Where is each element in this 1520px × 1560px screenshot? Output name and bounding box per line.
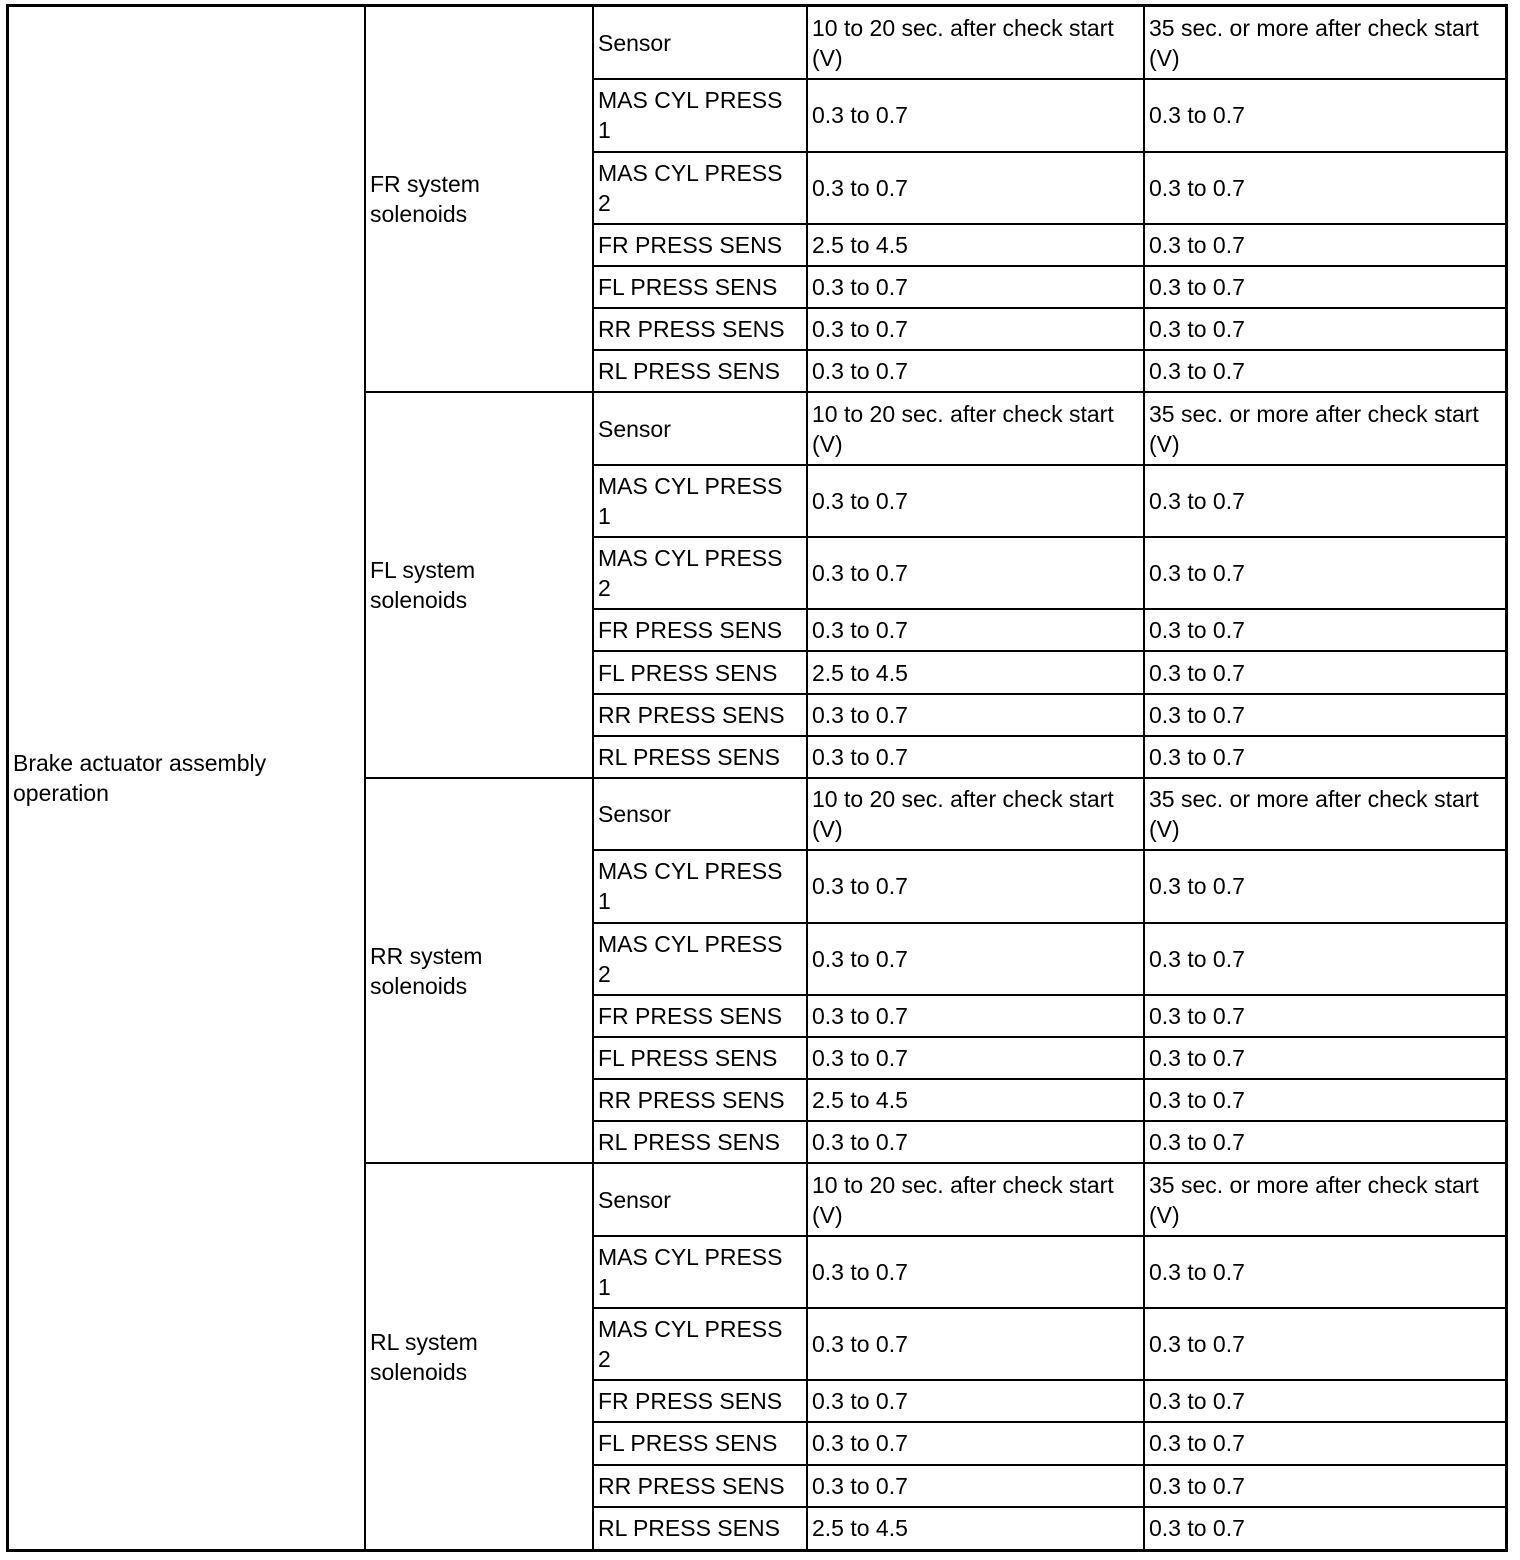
sensor-name-cell: RL PRESS SENS [593,350,807,392]
sensor-name-cell: MAS CYL PRESS 2 [593,923,807,995]
value-10-20-sec-cell: 0.3 to 0.7 [807,1380,1144,1422]
value-10-20-sec-cell: 2.5 to 4.5 [807,651,1144,693]
sensor-name-cell: FR PRESS SENS [593,609,807,651]
value-35-sec-cell: 0.3 to 0.7 [1144,923,1508,995]
sensor-name-cell: FR PRESS SENS [593,224,807,266]
sensor-name-cell: FL PRESS SENS [593,1422,807,1464]
value-35-sec-cell: 0.3 to 0.7 [1144,1121,1508,1163]
value-35-sec-cell: 0.3 to 0.7 [1144,609,1508,651]
value-10-20-sec-cell: 0.3 to 0.7 [807,1236,1144,1308]
sensor-name-cell: RR PRESS SENS [593,694,807,736]
sensor-name-cell: FR PRESS SENS [593,1380,807,1422]
operation-label-cell: Brake actuator assembly operation [9,7,365,1549]
header-10-20-sec: 10 to 20 sec. after check start (V) [807,7,1144,79]
sensor-name-cell: RL PRESS SENS [593,736,807,778]
value-35-sec-cell: 0.3 to 0.7 [1144,694,1508,736]
sensor-name-cell: MAS CYL PRESS 1 [593,465,807,537]
solenoid-group-cell: RR system solenoids [365,778,593,1163]
value-10-20-sec-cell: 2.5 to 4.5 [807,1079,1144,1121]
value-35-sec-cell: 0.3 to 0.7 [1144,350,1508,392]
value-10-20-sec-cell: 0.3 to 0.7 [807,609,1144,651]
sensor-name-cell: RR PRESS SENS [593,1465,807,1507]
value-35-sec-cell: 0.3 to 0.7 [1144,79,1508,151]
value-10-20-sec-cell: 0.3 to 0.7 [807,79,1144,151]
sensor-name-cell: MAS CYL PRESS 1 [593,850,807,922]
value-10-20-sec-cell: 0.3 to 0.7 [807,152,1144,224]
sensor-name-cell: RL PRESS SENS [593,1507,807,1549]
value-10-20-sec-cell: 2.5 to 4.5 [807,1507,1144,1549]
value-10-20-sec-cell: 0.3 to 0.7 [807,1037,1144,1079]
table-header-row [9,7,1508,79]
value-10-20-sec-cell: 0.3 to 0.7 [807,736,1144,778]
header-sensor: Sensor [593,1163,807,1235]
header-10-20-sec: 10 to 20 sec. after check start (V) [807,1163,1144,1235]
value-35-sec-cell: 0.3 to 0.7 [1144,850,1508,922]
header-sensor: Sensor [593,778,807,850]
value-10-20-sec-cell: 0.3 to 0.7 [807,350,1144,392]
value-35-sec-cell: 0.3 to 0.7 [1144,1079,1508,1121]
sensor-name-cell: FR PRESS SENS [593,995,807,1037]
sensor-name-cell: FL PRESS SENS [593,266,807,308]
solenoid-group-cell: FL system solenoids [365,392,593,777]
value-10-20-sec-cell: 0.3 to 0.7 [807,694,1144,736]
value-35-sec-cell: 0.3 to 0.7 [1144,1507,1508,1549]
value-10-20-sec-cell: 2.5 to 4.5 [807,224,1144,266]
sensor-name-cell: MAS CYL PRESS 1 [593,79,807,151]
value-10-20-sec-cell: 0.3 to 0.7 [807,1465,1144,1507]
value-35-sec-cell: 0.3 to 0.7 [1144,651,1508,693]
value-10-20-sec-cell: 0.3 to 0.7 [807,308,1144,350]
sensor-name-cell: FL PRESS SENS [593,651,807,693]
brake-actuator-check-table [6,4,1508,1552]
sensor-name-cell: RR PRESS SENS [593,1079,807,1121]
value-10-20-sec-cell: 0.3 to 0.7 [807,465,1144,537]
value-35-sec-cell: 0.3 to 0.7 [1144,1422,1508,1464]
sensor-name-cell: MAS CYL PRESS 2 [593,537,807,609]
value-35-sec-cell: 0.3 to 0.7 [1144,308,1508,350]
value-35-sec-cell: 0.3 to 0.7 [1144,266,1508,308]
header-10-20-sec: 10 to 20 sec. after check start (V) [807,392,1144,464]
header-35-sec: 35 sec. or more after check start (V) [1144,778,1508,850]
value-10-20-sec-cell: 0.3 to 0.7 [807,1121,1144,1163]
value-10-20-sec-cell: 0.3 to 0.7 [807,850,1144,922]
solenoid-group-cell: RL system solenoids [365,1163,593,1549]
value-10-20-sec-cell: 0.3 to 0.7 [807,537,1144,609]
sensor-name-cell: MAS CYL PRESS 2 [593,152,807,224]
header-35-sec: 35 sec. or more after check start (V) [1144,392,1508,464]
value-10-20-sec-cell: 0.3 to 0.7 [807,1422,1144,1464]
sensor-name-cell: RR PRESS SENS [593,308,807,350]
value-35-sec-cell: 0.3 to 0.7 [1144,1236,1508,1308]
value-35-sec-cell: 0.3 to 0.7 [1144,465,1508,537]
value-10-20-sec-cell: 0.3 to 0.7 [807,1308,1144,1380]
sensor-name-cell: MAS CYL PRESS 1 [593,1236,807,1308]
sensor-name-cell: MAS CYL PRESS 2 [593,1308,807,1380]
check-table [9,7,1508,1549]
value-35-sec-cell: 0.3 to 0.7 [1144,1308,1508,1380]
value-35-sec-cell: 0.3 to 0.7 [1144,1465,1508,1507]
value-10-20-sec-cell: 0.3 to 0.7 [807,266,1144,308]
header-sensor: Sensor [593,392,807,464]
value-35-sec-cell: 0.3 to 0.7 [1144,1380,1508,1422]
value-35-sec-cell: 0.3 to 0.7 [1144,995,1508,1037]
solenoid-group-cell: FR system solenoids [365,7,593,392]
sensor-name-cell: FL PRESS SENS [593,1037,807,1079]
header-35-sec: 35 sec. or more after check start (V) [1144,7,1508,79]
value-35-sec-cell: 0.3 to 0.7 [1144,224,1508,266]
header-35-sec: 35 sec. or more after check start (V) [1144,1163,1508,1235]
value-10-20-sec-cell: 0.3 to 0.7 [807,923,1144,995]
value-10-20-sec-cell: 0.3 to 0.7 [807,995,1144,1037]
value-35-sec-cell: 0.3 to 0.7 [1144,1037,1508,1079]
header-10-20-sec: 10 to 20 sec. after check start (V) [807,778,1144,850]
value-35-sec-cell: 0.3 to 0.7 [1144,736,1508,778]
value-35-sec-cell: 0.3 to 0.7 [1144,537,1508,609]
value-35-sec-cell: 0.3 to 0.7 [1144,152,1508,224]
sensor-name-cell: RL PRESS SENS [593,1121,807,1163]
header-sensor: Sensor [593,7,807,79]
